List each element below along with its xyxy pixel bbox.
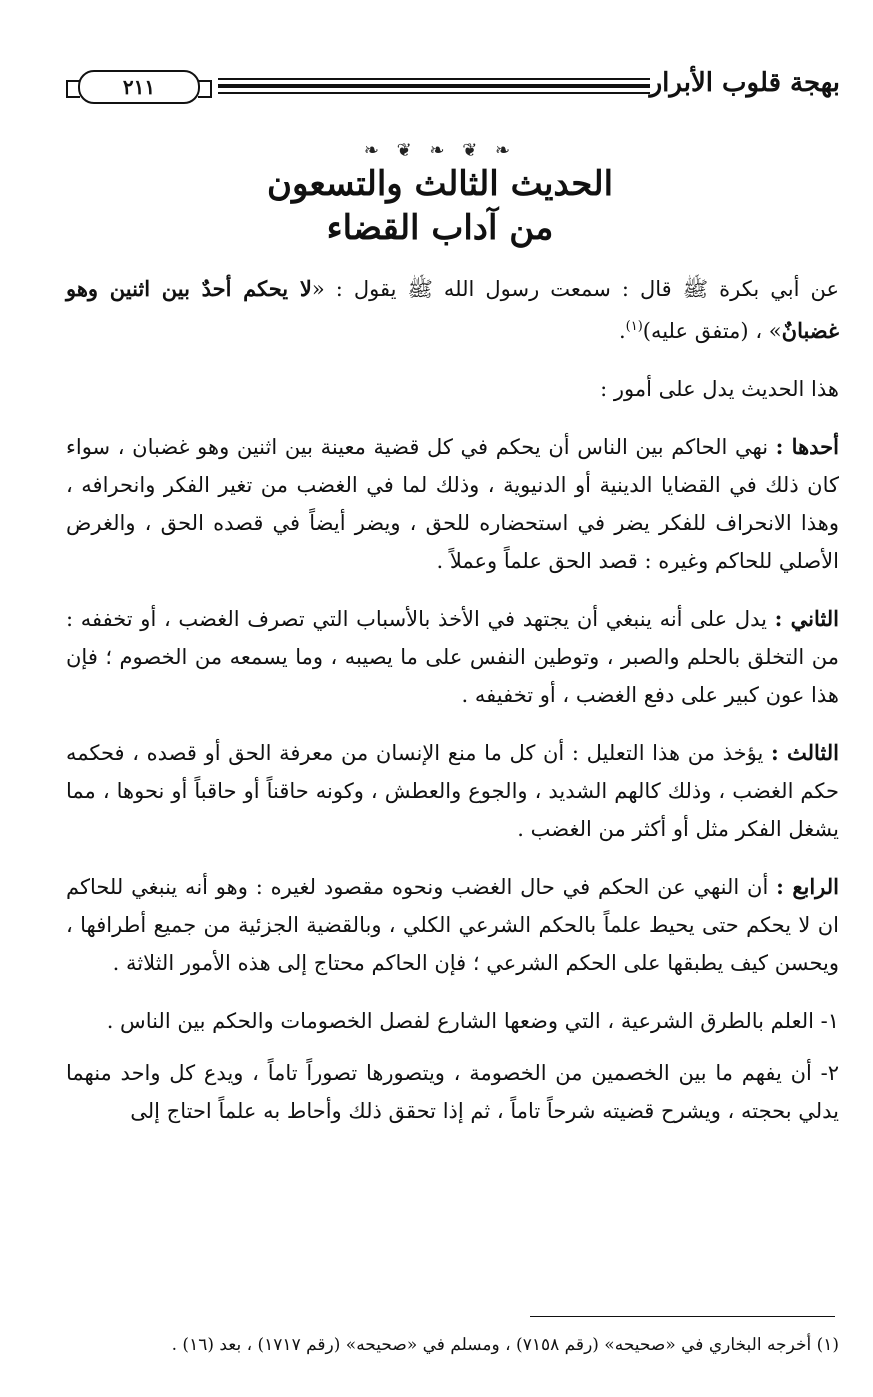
paragraph-text: يدل على أنه ينبغي أن يجتهد في الأخذ بالأسباب التي تصرف الغضب ، أو تخففه : من التخلق بالحلم والصبر ، وتوطين النفس على ما يصيبه ، وما يسمعه من الخصوم ؛ فإن هذا عون كبير على دفع الغضب ، أو تخفيفه .: [66, 607, 839, 707]
header-rule: [218, 92, 650, 94]
paragraph-first: [66, 428, 839, 580]
chapter-title: الحديث الثالث والتسعون: [266, 164, 614, 204]
paragraph-lead: الثاني :: [774, 606, 839, 631]
hadith-end: .: [618, 319, 626, 343]
paragraph-lead: الرابع :: [776, 874, 840, 899]
header-rule: [218, 84, 650, 88]
paragraph-fourth: [66, 868, 839, 982]
chapter-heading: [180, 140, 700, 250]
book-title: بهجة قلوب الأبرار: [649, 68, 840, 98]
header-rule: [218, 78, 650, 80]
main-text: [66, 270, 839, 1150]
running-header: [70, 66, 840, 106]
hadith-outro: » ،: [755, 319, 782, 343]
hadith-reference: (متفق عليه): [642, 319, 749, 343]
ornament-icon: ❧ ❦ ❧ ❦ ❧: [363, 140, 517, 161]
paragraph-text: نهي الحاكم بين الناس أن يحكم في كل قضية معينة بين اثنين وهو غضبان ، سواء كان ذلك في القضايا الدينية أو الدنيوية ، وذلك لما في الغضب من تغير الفكر وانحرافه ، وهذا الانحراف للفكر يضر في استحضاره للحق ، ويضر أيضاً في قصده الحق ، والغرض الأصلي للحاكم وغيره : قصد الحق علماً وعملاً .: [66, 435, 839, 573]
hadith-quote: لا يحكم أحدٌ بين اثنين وهو غضبانٌ: [66, 276, 839, 343]
footnote: (١) أخرجه البخاري في «صحيحه» (رقم ٧١٥٨) ، ومسلم في «صحيحه» (رقم ١٧١٧) ، بعد (١٦) .: [171, 1335, 839, 1355]
paragraph-text: يؤخذ من هذا التعليل : أن كل ما منع الإنسان من معرفة الحق أو قصده ، فحكمه حكم الغضب ، وذلك كالهم الشديد ، والجوع والعطش ، وكونه حاقناً أو حاقباً أو نحوها ، مما يشغل الفكر مثل أو أكثر من الغضب .: [66, 741, 839, 841]
footnote-divider: [530, 1316, 835, 1317]
paragraph-third: [66, 734, 839, 848]
paragraph-text: أن النهي عن الحكم في حال الغضب ونحوه مقصود لغيره : وهو أنه ينبغي للحاكم ان لا يحكم حتى يحيط علماً بالحكم الشرعي الكلي ، وبالقضية الجزئية من جميع أطرافها ، ويحسن كيف يطبقها على الحكم الشرعي ؛ فإن الحاكم محتاج إلى هذه الأمور الثلاثة .: [66, 875, 839, 975]
paragraph-intro: هذا الحديث يدل على أمور :: [600, 377, 839, 401]
paragraph-lead: أحدها :: [775, 434, 839, 459]
list-item: ١- العلم بالطرق الشرعية ، التي وضعها الشارع لفصل الخصومات والحكم بين الناس .: [106, 1009, 839, 1033]
paragraph-lead: الثالث :: [770, 740, 839, 765]
paragraph-hadith: [66, 270, 839, 350]
list-item: ٢- أن يفهم ما بين الخصمين من الخصومة ، ويتصورها تصوراً تاماً ، ويدع كل واحد منهما يدلي بحجته ، ويشرح قضيته شرحاً تاماً ، ثم إذا تحقق ذلك وأحاط به علماً احتاج إلى: [66, 1061, 839, 1123]
footnote-marker[interactable]: (١): [625, 319, 643, 334]
chapter-subtitle: من آداب القضاء: [326, 208, 554, 248]
hadith-intro: عن أبي بكرة ﷺ قال : سمعت رسول الله ﷺ يقول : «: [311, 277, 839, 301]
page-number: ٢١١: [78, 70, 200, 104]
paragraph-second: [66, 600, 839, 714]
